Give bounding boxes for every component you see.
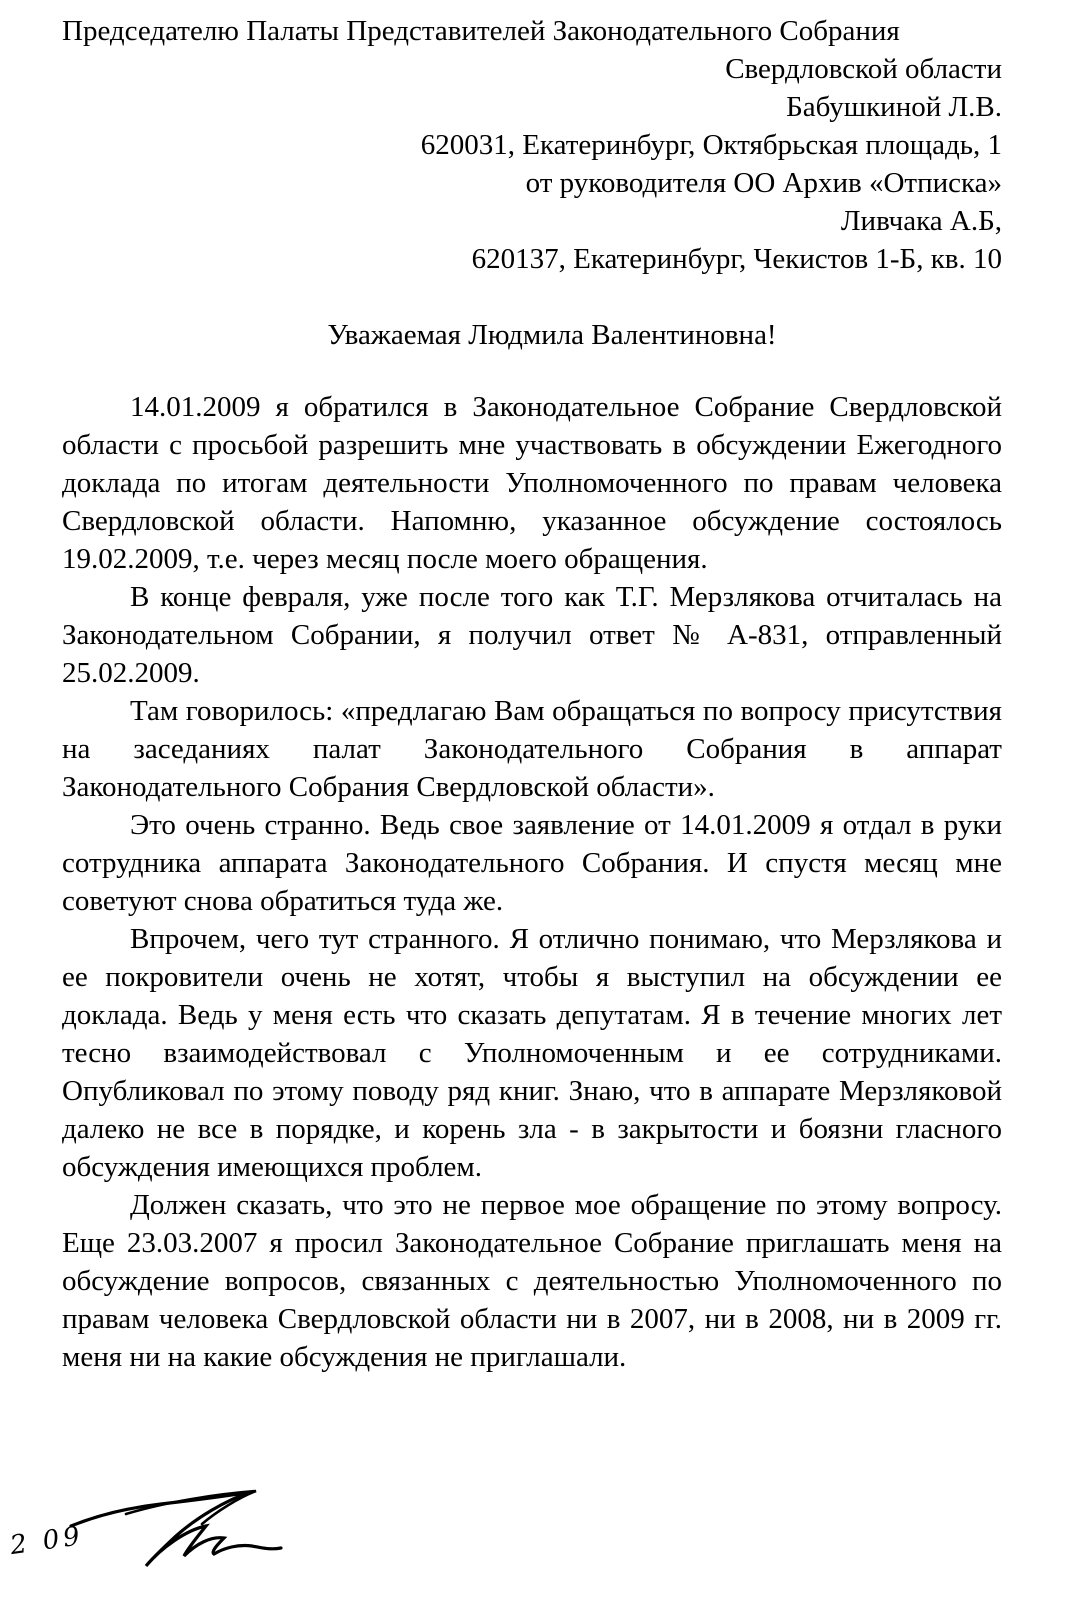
paragraph: В конце февраля, уже после того как Т.Г. Мерзлякова отчиталась на Законодательном Собрании, я получил ответ № А-831, отправленный 25.02.2009. <box>62 581 1002 689</box>
handwritten-note: 2 09 <box>8 1521 86 1561</box>
paragraph: Впрочем, чего тут странного. Я отлично понимаю, что Мерзлякова и ее покровители очень не хотят, чтобы я выступил на обсуждении ее доклада. Ведь у меня есть что сказать депутатам. Я в течение многих лет тесно взаимодействовал с Уполномоченным и ее сотрудниками. Опубликовал по этому поводу ряд книг. Знаю, что в аппарате Мерзляковой далеко не все в порядке, и корень зла - в закрытости и боязни гласного обсуждения имеющихся проблем. <box>62 923 1002 1183</box>
sender-line: 620137, Екатеринбург, Чекистов 1-Б, кв. 10 <box>471 243 1002 275</box>
salutation: Уважаемая Людмила Валентиновна! <box>327 319 777 351</box>
addressee-line: Свердловской области <box>725 53 1002 85</box>
paragraph: Там говорилось: «предлагаю Вам обращаться по вопросу присутствия на заседаниях палат Законодательного Собрания в аппарат Законодательного Собрания Свердловской области». <box>62 695 1002 803</box>
addressee-line: Председателю Палаты Представителей Законодательного Собрания <box>62 15 900 47</box>
paragraph: Это очень странно. Ведь свое заявление от 14.01.2009 я отдал в руки сотрудника аппарата Законодательного Собрания. И спустя месяц мне советуют снова обратиться туда же. <box>62 809 1002 917</box>
signature-scribble <box>66 1478 326 1588</box>
addressee-line: 620031, Екатеринбург, Октябрьская площадь, 1 <box>420 129 1002 161</box>
paragraph: Должен сказать, что это не первое мое обращение по этому вопросу. Еще 23.03.2007 я просил Законодательное Собрание приглашать меня на обсуждение вопросов, связанных с деятельностью Уполномоченного по правам человека Свердловской области ни в 2007, ни в 2008, ни в 2009 гг. меня ни на какие обсуждения не приглашали. <box>62 1189 1002 1373</box>
signature-area <box>6 1478 326 1588</box>
letter-body <box>62 388 1002 1376</box>
sender-line: от руководителя ОО Архив «Отписка» <box>525 167 1002 199</box>
paragraph: 14.01.2009 я обратился в Законодательное Собрание Свердловской области с просьбой разрешить мне участвовать в обсуждении Ежегодного доклада по итогам деятельности Уполномоченного по правам человека Свердловской области. Напомню, указанное обсуждение состоялось 19.02.2009, т.е. через месяц после моего обращения. <box>62 391 1002 575</box>
addressee-line: Бабушкиной Л.В. <box>786 91 1002 123</box>
sender-line: Ливчака А.Б, <box>840 205 1002 237</box>
addressee-block <box>62 12 1002 278</box>
